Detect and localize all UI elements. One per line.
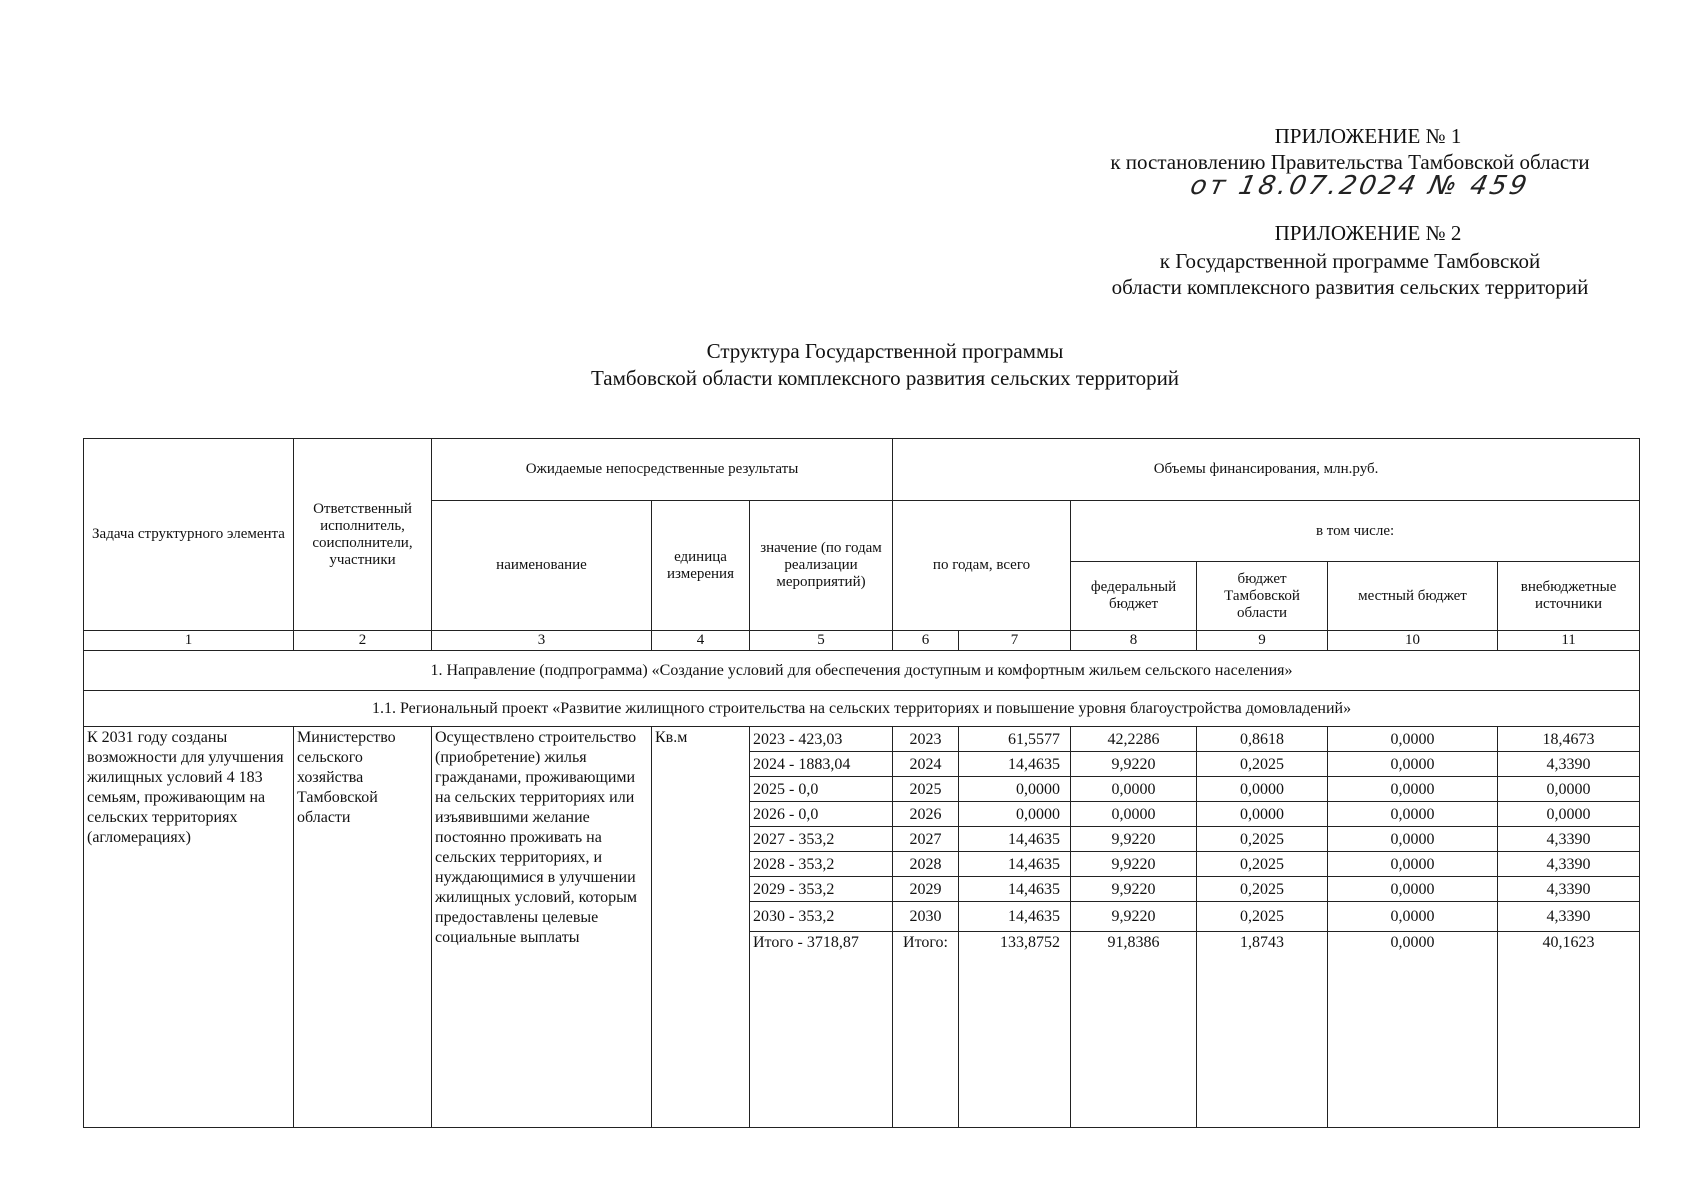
- extra-cell: 4,3390: [1498, 752, 1640, 777]
- federal-cell: 0,0000: [1071, 802, 1197, 827]
- value-cell: 2027 - 353,2: [750, 827, 893, 852]
- col-number: 1: [84, 631, 294, 651]
- year-cell: 2030: [893, 902, 959, 932]
- value-cell: 2023 - 423,03: [750, 727, 893, 752]
- col-number: 7: [959, 631, 1071, 651]
- total-cell: 14,4635: [959, 902, 1071, 932]
- total-cell: 61,5577: [959, 727, 1071, 752]
- header-federal-budget: федеральный бюджет: [1071, 562, 1197, 631]
- federal-cell: 9,9220: [1071, 877, 1197, 902]
- year-cell: 2027: [893, 827, 959, 852]
- total-cell: 14,4635: [959, 752, 1071, 777]
- header-responsible: Ответственный исполнитель, соисполнители, участники: [294, 439, 432, 631]
- local-cell: 0,0000: [1328, 777, 1498, 802]
- header-including: в том числе:: [1071, 501, 1640, 562]
- handwritten-date-number: от 18.07.2024 № 459: [1187, 171, 1533, 201]
- year-cell: 2029: [893, 877, 959, 902]
- total-cell: 14,4635: [959, 827, 1071, 852]
- regional-cell: 0,0000: [1197, 777, 1328, 802]
- subsection-heading: 1.1. Региональный проект «Развитие жилищного строительства на сельских территориях и повышение уровня благоустройства домовладений»: [84, 691, 1640, 727]
- task-cell: К 2031 году созданы возможности для улучшения жилищных условий 4 183 семьям, проживающим на сельских территориях (агломерациях): [84, 727, 294, 1128]
- col-number: 9: [1197, 631, 1328, 651]
- appendix-2-line-2: области комплексного развития сельских территорий: [1111, 275, 1589, 299]
- col-number: 3: [432, 631, 652, 651]
- col-number: 4: [652, 631, 750, 651]
- section-heading: 1. Направление (подпрограмма) «Создание условий для обеспечения доступным и комфортным жильем сельского населения»: [84, 651, 1640, 691]
- extra-cell: 18,4673: [1498, 727, 1640, 752]
- federal-total-cell: 91,8386: [1071, 932, 1197, 1128]
- local-total-cell: 0,0000: [1328, 932, 1498, 1128]
- federal-cell: 9,9220: [1071, 827, 1197, 852]
- regional-cell: 0,2025: [1197, 902, 1328, 932]
- regional-cell: 0,8618: [1197, 727, 1328, 752]
- regional-cell: 0,2025: [1197, 752, 1328, 777]
- local-cell: 0,0000: [1328, 802, 1498, 827]
- year-cell: 2028: [893, 852, 959, 877]
- header-regional-budget: бюджет Тамбовской области: [1197, 562, 1328, 631]
- appendix-1-title: ПРИЛОЖЕНИЕ № 1: [1274, 124, 1462, 148]
- header-by-years: по годам, всего: [893, 501, 1071, 631]
- value-total-cell: Итого - 3718,87: [750, 932, 893, 1128]
- year-total-label: Итого:: [893, 932, 959, 1128]
- year-cell: 2025: [893, 777, 959, 802]
- header-value: значение (по годам реализации мероприятий): [750, 501, 893, 631]
- extra-total-cell: 40,1623: [1498, 932, 1640, 1128]
- header-extra-budget: внебюджетные источники: [1498, 562, 1640, 631]
- document-title: [300, 338, 1470, 392]
- col-number: 2: [294, 631, 432, 651]
- unit-cell: Кв.м: [652, 727, 750, 1128]
- responsible-cell: Министерство сельского хозяйства Тамбовской области: [294, 727, 432, 1128]
- local-cell: 0,0000: [1328, 877, 1498, 902]
- total-cell: 14,4635: [959, 852, 1071, 877]
- year-cell: 2023: [893, 727, 959, 752]
- value-cell: 2028 - 353,2: [750, 852, 893, 877]
- local-cell: 0,0000: [1328, 827, 1498, 852]
- regional-total-cell: 1,8743: [1197, 932, 1328, 1128]
- local-cell: 0,0000: [1328, 752, 1498, 777]
- local-cell: 0,0000: [1328, 902, 1498, 932]
- appendix-2-block: [1060, 220, 1640, 300]
- value-cell: 2025 - 0,0: [750, 777, 893, 802]
- total-cell: 0,0000: [959, 802, 1071, 827]
- value-cell: 2030 - 353,2: [750, 902, 893, 932]
- extra-cell: 4,3390: [1498, 852, 1640, 877]
- header-funding: Объемы финансирования, млн.руб.: [893, 439, 1640, 501]
- regional-cell: 0,2025: [1197, 877, 1328, 902]
- value-cell: 2026 - 0,0: [750, 802, 893, 827]
- col-number: 6: [893, 631, 959, 651]
- table-row: [84, 727, 1640, 752]
- federal-cell: 9,9220: [1071, 852, 1197, 877]
- extra-cell: 0,0000: [1498, 802, 1640, 827]
- col-number: 10: [1328, 631, 1498, 651]
- extra-cell: 0,0000: [1498, 777, 1640, 802]
- col-number: 11: [1498, 631, 1640, 651]
- value-cell: 2024 - 1883,04: [750, 752, 893, 777]
- federal-cell: 0,0000: [1071, 777, 1197, 802]
- extra-cell: 4,3390: [1498, 902, 1640, 932]
- federal-cell: 9,9220: [1071, 752, 1197, 777]
- total-sum-cell: 133,8752: [959, 932, 1071, 1128]
- appendix-1-line: к постановлению Правительства Тамбовской области: [1110, 150, 1590, 174]
- column-numbers-row: [84, 631, 1640, 651]
- header-unit: единица измерения: [652, 501, 750, 631]
- year-cell: 2024: [893, 752, 959, 777]
- document-title-line-1: Структура Государственной программы: [706, 339, 1064, 363]
- regional-cell: 0,2025: [1197, 827, 1328, 852]
- local-cell: 0,0000: [1328, 852, 1498, 877]
- extra-cell: 4,3390: [1498, 877, 1640, 902]
- header-expected-results: Ожидаемые непосредственные результаты: [432, 439, 893, 501]
- extra-cell: 4,3390: [1498, 827, 1640, 852]
- result-name-cell: Осуществлено строительство (приобретение) жилья гражданами, проживающими на сельских территориях или изъявившими желание постоянно проживать на сельских территориях, и нуждающимися в улучшении жилищных условий, которым предоставлены целевые социальные выплаты: [432, 727, 652, 1128]
- program-structure-table: [83, 438, 1640, 1128]
- year-cell: 2026: [893, 802, 959, 827]
- regional-cell: 0,0000: [1197, 802, 1328, 827]
- appendix-2-title: ПРИЛОЖЕНИЕ № 2: [1274, 221, 1462, 245]
- total-cell: 14,4635: [959, 877, 1071, 902]
- federal-cell: 42,2286: [1071, 727, 1197, 752]
- header-task: Задача структурного элемента: [84, 439, 294, 631]
- appendix-2-line-1: к Государственной программе Тамбовской: [1159, 249, 1541, 273]
- col-number: 8: [1071, 631, 1197, 651]
- value-cell: 2029 - 353,2: [750, 877, 893, 902]
- appendix-1-block: [1060, 123, 1640, 199]
- local-cell: 0,0000: [1328, 727, 1498, 752]
- header-local-budget: местный бюджет: [1328, 562, 1498, 631]
- document-title-line-2: Тамбовской области комплексного развития сельских территорий: [590, 366, 1180, 390]
- regional-cell: 0,2025: [1197, 852, 1328, 877]
- header-name: наименование: [432, 501, 652, 631]
- total-cell: 0,0000: [959, 777, 1071, 802]
- federal-cell: 9,9220: [1071, 902, 1197, 932]
- col-number: 5: [750, 631, 893, 651]
